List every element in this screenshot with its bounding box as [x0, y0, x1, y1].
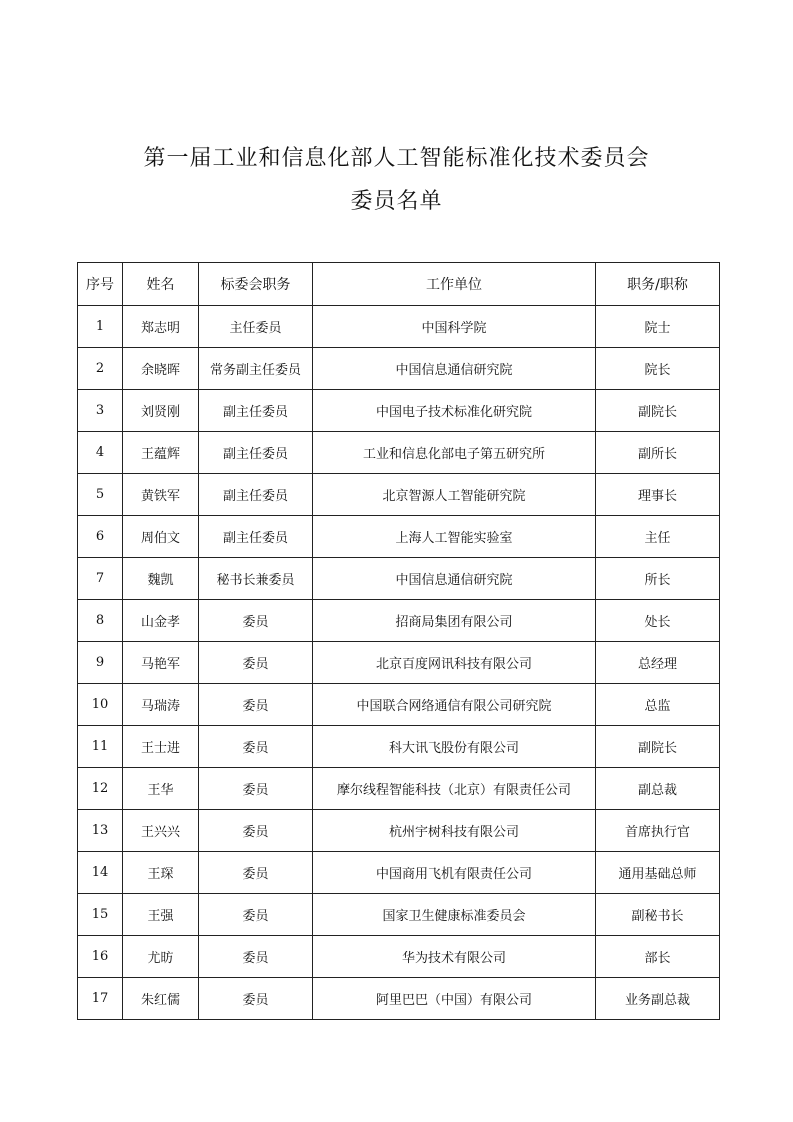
cell-name: 王强 — [123, 894, 199, 936]
cell-index: 7 — [78, 558, 123, 600]
table-row — [78, 558, 720, 600]
cell-committee-role: 副主任委员 — [199, 474, 313, 516]
table-row — [78, 600, 720, 642]
cell-organization: 中国科学院 — [313, 306, 596, 348]
cell-index: 1 — [78, 306, 123, 348]
cell-position: 主任 — [596, 516, 720, 558]
cell-index: 10 — [78, 684, 123, 726]
cell-committee-role: 委员 — [199, 852, 313, 894]
cell-name: 魏凯 — [123, 558, 199, 600]
cell-organization: 阿里巴巴（中国）有限公司 — [313, 978, 596, 1020]
cell-index: 5 — [78, 474, 123, 516]
cell-position: 院长 — [596, 348, 720, 390]
cell-name: 王琛 — [123, 852, 199, 894]
cell-name: 朱红儒 — [123, 978, 199, 1020]
cell-organization: 工业和信息化部电子第五研究所 — [313, 432, 596, 474]
cell-committee-role: 委员 — [199, 978, 313, 1020]
cell-committee-role: 委员 — [199, 684, 313, 726]
cell-position: 通用基础总师 — [596, 852, 720, 894]
cell-committee-role: 副主任委员 — [199, 390, 313, 432]
table-row — [78, 726, 720, 768]
cell-name: 王士进 — [123, 726, 199, 768]
table-row — [78, 936, 720, 978]
cell-index: 13 — [78, 810, 123, 852]
cell-name: 尤昉 — [123, 936, 199, 978]
document-subtitle: 委员名单 — [350, 189, 443, 214]
cell-position: 首席执行官 — [596, 810, 720, 852]
cell-organization: 中国电子技术标准化研究院 — [313, 390, 596, 432]
cell-index: 2 — [78, 348, 123, 390]
cell-organization: 上海人工智能实验室 — [313, 516, 596, 558]
cell-name: 王华 — [123, 768, 199, 810]
cell-position: 总监 — [596, 684, 720, 726]
cell-position: 副院长 — [596, 390, 720, 432]
cell-organization: 中国信息通信研究院 — [313, 348, 596, 390]
cell-name: 马瑞涛 — [123, 684, 199, 726]
cell-index: 16 — [78, 936, 123, 978]
cell-position: 部长 — [596, 936, 720, 978]
cell-position: 业务副总裁 — [596, 978, 720, 1020]
header-organization: 工作单位 — [313, 263, 596, 306]
cell-index: 15 — [78, 894, 123, 936]
cell-index: 8 — [78, 600, 123, 642]
cell-index: 11 — [78, 726, 123, 768]
cell-organization: 中国信息通信研究院 — [313, 558, 596, 600]
cell-organization: 中国商用飞机有限责任公司 — [313, 852, 596, 894]
header-committee-role: 标委会职务 — [199, 263, 313, 306]
cell-committee-role: 秘书长兼委员 — [199, 558, 313, 600]
cell-index: 12 — [78, 768, 123, 810]
cell-committee-role: 副主任委员 — [199, 516, 313, 558]
cell-name: 王兴兴 — [123, 810, 199, 852]
cell-position: 处长 — [596, 600, 720, 642]
header-index: 序号 — [78, 263, 123, 306]
table-row — [78, 684, 720, 726]
cell-position: 理事长 — [596, 474, 720, 516]
table-row — [78, 390, 720, 432]
cell-organization: 招商局集团有限公司 — [313, 600, 596, 642]
table-header-row — [78, 263, 720, 306]
cell-committee-role: 常务副主任委员 — [199, 348, 313, 390]
cell-committee-role: 副主任委员 — [199, 432, 313, 474]
cell-position: 总经理 — [596, 642, 720, 684]
table-body — [78, 306, 720, 1020]
table-row — [78, 852, 720, 894]
cell-name: 郑志明 — [123, 306, 199, 348]
cell-committee-role: 委员 — [199, 936, 313, 978]
cell-name: 马艳军 — [123, 642, 199, 684]
cell-index: 14 — [78, 852, 123, 894]
cell-organization: 科大讯飞股份有限公司 — [313, 726, 596, 768]
cell-committee-role: 委员 — [199, 726, 313, 768]
table-row — [78, 978, 720, 1020]
cell-organization: 杭州宇树科技有限公司 — [313, 810, 596, 852]
cell-organization: 北京百度网讯科技有限公司 — [313, 642, 596, 684]
header-position: 职务/职称 — [596, 263, 720, 306]
cell-name: 王蕴辉 — [123, 432, 199, 474]
cell-committee-role: 委员 — [199, 600, 313, 642]
cell-name: 山金孝 — [123, 600, 199, 642]
document-title: 第一届工业和信息化部人工智能标准化技术委员会 — [143, 146, 650, 171]
cell-position: 院士 — [596, 306, 720, 348]
cell-index: 3 — [78, 390, 123, 432]
cell-index: 17 — [78, 978, 123, 1020]
cell-committee-role: 主任委员 — [199, 306, 313, 348]
cell-index: 6 — [78, 516, 123, 558]
cell-index: 9 — [78, 642, 123, 684]
cell-position: 副秘书长 — [596, 894, 720, 936]
table-row — [78, 348, 720, 390]
cell-name: 周伯文 — [123, 516, 199, 558]
cell-name: 刘贤刚 — [123, 390, 199, 432]
cell-committee-role: 委员 — [199, 768, 313, 810]
header-name: 姓名 — [123, 263, 199, 306]
cell-organization: 摩尔线程智能科技（北京）有限责任公司 — [313, 768, 596, 810]
table-row — [78, 306, 720, 348]
cell-position: 所长 — [596, 558, 720, 600]
cell-organization: 国家卫生健康标准委员会 — [313, 894, 596, 936]
cell-index: 4 — [78, 432, 123, 474]
cell-organization: 中国联合网络通信有限公司研究院 — [313, 684, 596, 726]
table-row — [78, 432, 720, 474]
table-row — [78, 894, 720, 936]
table-row — [78, 474, 720, 516]
cell-position: 副院长 — [596, 726, 720, 768]
table-row — [78, 642, 720, 684]
cell-position: 副所长 — [596, 432, 720, 474]
cell-position: 副总裁 — [596, 768, 720, 810]
table-row — [78, 768, 720, 810]
cell-name: 余晓晖 — [123, 348, 199, 390]
cell-name: 黄铁军 — [123, 474, 199, 516]
cell-committee-role: 委员 — [199, 894, 313, 936]
member-roster-table — [77, 262, 720, 1020]
cell-committee-role: 委员 — [199, 642, 313, 684]
table-row — [78, 516, 720, 558]
cell-organization: 华为技术有限公司 — [313, 936, 596, 978]
table-row — [78, 810, 720, 852]
cell-organization: 北京智源人工智能研究院 — [313, 474, 596, 516]
cell-committee-role: 委员 — [199, 810, 313, 852]
